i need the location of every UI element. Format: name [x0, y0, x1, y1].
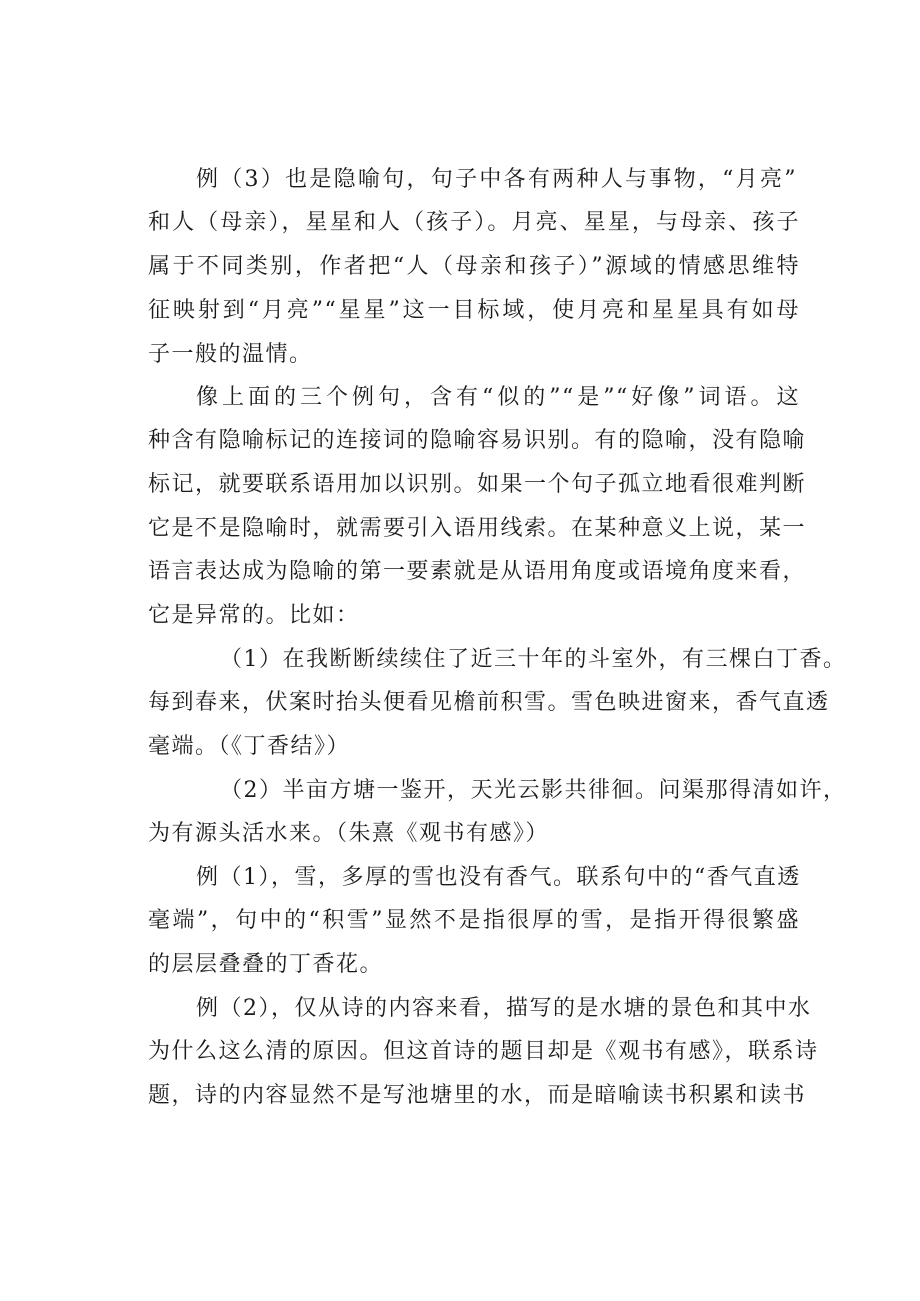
analysis-2-line-1: 例（2），仅从诗的内容来看，描写的是水塘的景色和其中水: [196, 996, 812, 1021]
analysis-1-line-2: 毫端”，句中的“积雪”显然不是指很厚的雪，是指开得很繁盛: [148, 908, 800, 933]
paragraph-1-line-4: 征映射到“月亮”“星星”这一目标域，使月亮和星星具有如母: [148, 298, 800, 323]
paragraph-2-line-2: 种含有隐喻标记的连接词的隐喻容易识别。有的隐喻，没有隐喻: [148, 428, 807, 453]
analysis-1-line-3: 的层层叠叠的丁香花。: [148, 952, 384, 977]
paragraph-1-line-2: 和人（母亲），星星和人（孩子）。月亮、星星，与母亲、孩子: [148, 210, 800, 235]
analysis-1-line-1: 例（1），雪，多厚的雪也没有香气。联系句中的“香气直透: [196, 865, 801, 890]
paragraph-1-line-1: 例（3）也是隐喻句，句子中各有两种人与事物，“月亮”: [196, 167, 797, 192]
paragraph-2-line-4: 它是不是隐喻时，就需要引入语用线索。在某种意义上说，某一: [148, 516, 807, 541]
example-2-line-1: （2）半亩方塘一鉴开，天光云影共徘徊。问渠那得清如许，: [220, 778, 847, 803]
paragraph-2-line-3: 标记，就要联系语用加以识别。如果一个句子孤立地看很难判断: [148, 472, 807, 497]
example-1-line-2: 每到春来，伏案时抬头便看见檐前积雪。雪色映进窗来，香气直透: [148, 690, 830, 715]
analysis-2-line-3: 题，诗的内容显然不是写池塘里的水，而是暗喻读书积累和读书: [148, 1083, 807, 1108]
analysis-2-line-2: 为什么这么清的原因。但这首诗的题目却是《观书有感》，联系诗: [148, 1039, 819, 1064]
example-1-line-3: 毫端。（《丁香结》）: [148, 734, 351, 759]
paragraph-1-line-5: 子一般的温情。: [148, 342, 313, 367]
example-1-line-1: （1）在我断断续续住了近三十年的斗室外，有三棵白丁香。: [220, 647, 847, 672]
paragraph-2-line-6: 它是异常的。比如：: [148, 603, 360, 628]
paragraph-1-line-3: 属于不同类别，作者把“人（母亲和孩子）”源域的情感思维特: [148, 254, 800, 279]
paragraph-2-line-1: 像上面的三个例句，含有“似的”“是”“好像”词语。这: [196, 385, 800, 410]
paragraph-2-line-5: 语言表达成为隐喻的第一要素就是从语用角度或语境角度来看，: [148, 559, 807, 584]
example-2-line-2: 为有源头活水来。（朱熹《观书有感》）: [148, 821, 550, 846]
